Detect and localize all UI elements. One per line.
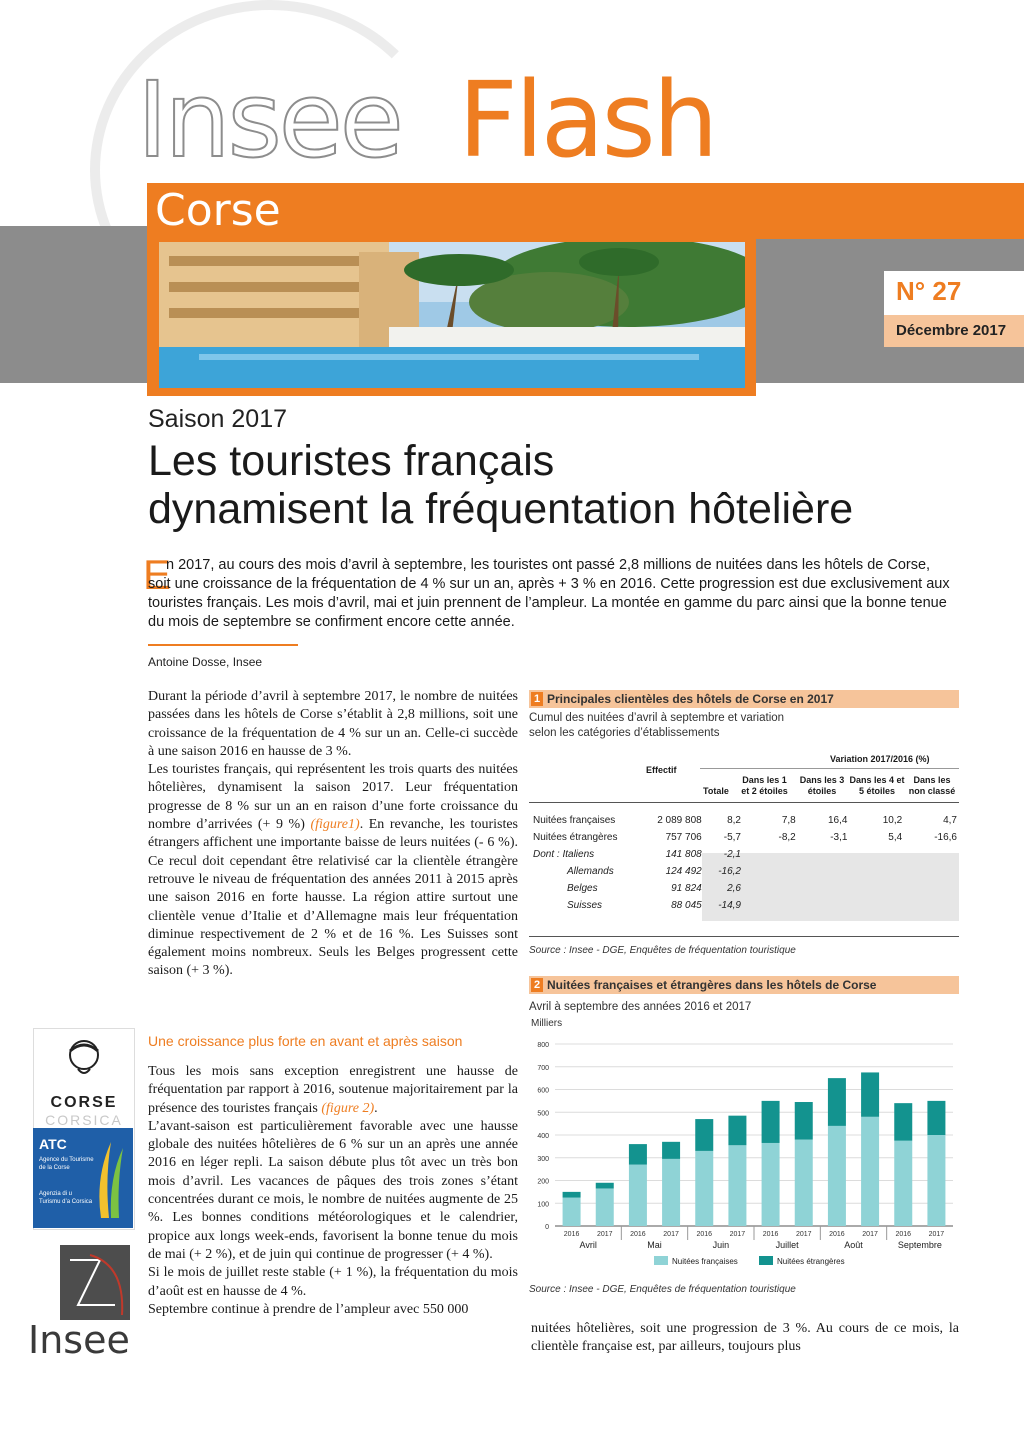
col-variation-header: Variation 2017/2016 (%) — [830, 754, 930, 764]
x-tick-label: 2016 — [630, 1231, 646, 1238]
x-tick-label: 2016 — [829, 1231, 845, 1238]
bar-etrangeres — [563, 1192, 581, 1198]
cell-effectif: 141 808 — [665, 849, 702, 860]
x-tick-label: 2017 — [928, 1231, 945, 1238]
moor-head-icon — [34, 1029, 134, 1089]
row-label: Belges — [567, 883, 598, 894]
bar-francaises — [695, 1151, 713, 1226]
table-rule-bottom — [529, 936, 959, 937]
bar-etrangeres — [861, 1072, 879, 1116]
title-line-1: Les touristes français — [148, 437, 555, 485]
row-label: Suisses — [567, 900, 603, 911]
atc-logo — [33, 1128, 133, 1228]
paragraph: Si le mois de juillet reste stable (+ 1 %), la fréquentation du mois d’août est en hausse de 4 %. — [148, 1265, 518, 1299]
y-tick-label: 500 — [537, 1110, 549, 1118]
paragraph: L’avant-saison est particulièrement favorable avec une hausse globale des nuitées hôtelières de 6 % sur un an après une année 2016 en léger repli. La saison débute plus tôt avec un très bon mois d’avril. Les vacances de pâques des trois zones s’étant concentrées durant ce mois, le nombre de nuitées augmente de 25 %. Les bonnes conditions météorologiques et le calendrier, propice aux longs week-ends, favorisent la bonne tenue du mois de mai (+ 2 %), et de juin qui continue de progresser (+ 4 %). — [148, 1118, 518, 1262]
cell-total: 2,6 — [727, 883, 741, 894]
x-tick-label: 2016 — [696, 1231, 713, 1238]
table-row — [529, 897, 961, 914]
figure1-number: 1 — [531, 692, 543, 706]
figure1-header — [529, 690, 959, 708]
x-group-label: Août — [844, 1240, 863, 1250]
bar-etrangeres — [728, 1116, 746, 1146]
x-tick-label: 2017 — [862, 1231, 878, 1238]
lead-initial: E — [143, 551, 172, 598]
cell-effectif: 91 824 — [671, 883, 702, 894]
legend-label: Nuitées étrangères — [777, 1257, 845, 1266]
x-tick-label: 2017 — [596, 1231, 613, 1238]
cell-c4: -16,6 — [934, 832, 957, 843]
issue-number: N° 27 — [896, 276, 962, 306]
legend-swatch-etrangeres — [759, 1256, 773, 1265]
row-label: Nuitées françaises — [533, 815, 616, 826]
section-heading: Une croissance plus forte en avant et après saison — [148, 1033, 463, 1049]
figure2-chart — [529, 1036, 959, 1280]
row-label: Allemands — [567, 866, 614, 877]
bar-etrangeres — [762, 1101, 780, 1143]
body-column-2-continued: nuitées hôtelières, soit une progression de 3 %. Au cours de ce mois, la clientèle française est, par ailleurs, toujours plus — [531, 1321, 959, 1355]
legend-swatch-francaises — [654, 1256, 668, 1265]
table-row — [529, 880, 961, 897]
hotel-photo — [159, 242, 745, 388]
figure-link[interactable]: (figure 2) — [321, 1100, 375, 1116]
title-line-2: dynamisent la fréquentation hôtelière — [148, 485, 854, 533]
body-column-1 — [148, 688, 518, 981]
figure1-source: Source : Insee - DGE, Enquêtes de fréquentation touristique — [529, 945, 796, 956]
region-label: Corse — [155, 185, 281, 236]
cell-empty — [745, 880, 961, 897]
cell-c1: -8,2 — [778, 832, 796, 843]
bar-etrangeres — [662, 1142, 680, 1159]
brand-insee: Insee — [137, 59, 401, 181]
figure1-title: Principales clientèles des hôtels de Corse en 2017 — [547, 692, 834, 706]
figure-link[interactable]: (figure1) — [310, 817, 360, 833]
x-tick-label: 2017 — [729, 1231, 746, 1238]
row-label — [529, 846, 641, 863]
col-total-header: Totale — [703, 786, 729, 796]
body-column-1b — [148, 1063, 518, 1319]
figure2-header — [529, 976, 959, 994]
figure2-number: 2 — [531, 978, 543, 992]
cell-total: -2,1 — [723, 849, 741, 860]
text: . En revanche, les touristes étrangers affichent une importante baisse de leurs nuitées (- 6 %). Ce recul doit cependant être relativisé car la clientèle étrangère retrouve le niveau de fréquentation des années 2011 à 2015 après une saison 2016 en forte hausse. La région attire surtout une clientèle venue d’Italie et d’Allemagne mais leur fréquentation diminue respectivement de 2 % et de 16 %. Les Suisses sont également moins nombreux. Seuls les Belges progressent cette saison (+ 3 %). — [148, 817, 518, 979]
cell-effectif: 124 492 — [665, 866, 702, 877]
bar-etrangeres — [795, 1102, 813, 1140]
y-tick-label: 700 — [537, 1064, 549, 1072]
cell-c3: 10,2 — [882, 815, 903, 826]
insee-logo-mark — [60, 1245, 130, 1320]
bar-etrangeres — [828, 1078, 846, 1126]
paragraph: Septembre continue à prendre de l’ampleur avec 550 000 — [148, 1301, 469, 1317]
bar-francaises — [629, 1165, 647, 1226]
logo-corsica-text: CORSICA — [45, 1112, 123, 1128]
table-row — [529, 829, 961, 846]
y-tick-label: 200 — [537, 1178, 549, 1186]
figure2-source: Source : Insee - DGE, Enquêtes de fréquentation touristique — [529, 1284, 796, 1295]
page-title — [148, 437, 908, 533]
y-tick-label: 100 — [537, 1201, 549, 1209]
figure2-subtitle: Avril à septembre des années 2016 et 2017 — [529, 1001, 752, 1013]
table-rule-top — [529, 802, 959, 803]
x-tick-label: 2017 — [663, 1231, 679, 1238]
logo-corse-text: CORSE — [50, 1094, 118, 1111]
y-tick-label: 300 — [537, 1155, 549, 1163]
cell-effectif: 757 706 — [665, 832, 702, 843]
col-effectif-header: Effectif — [646, 765, 677, 775]
y-tick-label: 0 — [545, 1224, 549, 1231]
col-c4-header: Dans les non classé — [908, 775, 956, 796]
row-label: Nuitées étrangères — [533, 832, 618, 843]
table-row — [529, 812, 961, 829]
subtitle-line: selon les catégories d’établissements — [529, 727, 720, 739]
figure1-table — [529, 812, 961, 914]
cell-c2: 16,4 — [827, 815, 848, 826]
bar-francaises — [795, 1140, 813, 1226]
row-label-text: Italiens — [562, 849, 595, 860]
insee-logo-text: Insee — [28, 1318, 130, 1362]
y-axis-unit: Milliers — [531, 1018, 563, 1029]
cell-effectif: 88 045 — [671, 900, 702, 911]
y-tick-label: 800 — [537, 1042, 549, 1049]
bar-etrangeres — [596, 1183, 614, 1189]
atc-text-2: Agenzia di u Turismu d’a Corsica — [39, 1191, 93, 1205]
cell-total: 8,2 — [727, 815, 741, 826]
x-group-label: Septembre — [897, 1240, 942, 1250]
legend-label: Nuitées françaises — [672, 1257, 738, 1266]
subtitle-line: Cumul des nuitées d’avril à septembre et variation — [529, 712, 785, 724]
bar-francaises — [828, 1126, 846, 1226]
y-tick-label: 400 — [537, 1133, 549, 1140]
atc-label: ATC — [39, 1136, 67, 1152]
kicker: Saison 2017 — [148, 405, 288, 433]
bar-francaises — [861, 1117, 879, 1226]
x-group-label: Juillet — [775, 1240, 799, 1250]
bar-etrangeres — [695, 1119, 713, 1151]
table-row — [529, 863, 961, 880]
x-tick-label: 2016 — [563, 1231, 580, 1238]
bar-francaises — [728, 1145, 746, 1226]
bar-francaises — [596, 1188, 614, 1226]
lead-paragraph: n 2017, au cours des mois d’avril à septembre, les touristes ont passé 2,8 millions de nuitées dans les hôtels de Corse, soit une croissance de la fréquentation de 4 % sur un an, après + 3 % en 2016. Cette progression est due exclusivement aux touristes français. Les mois d’avril, mai et juin prennent de l’ampleur. La montée en gamme du parc ainsi que la bonne tenue du mois de septembre se confirment encore cette année. — [148, 557, 950, 630]
paragraph — [148, 761, 518, 981]
col-c2-header: Dans les 3 étoiles — [799, 775, 845, 796]
cell-effectif: 2 089 808 — [657, 815, 702, 826]
bar-etrangeres — [894, 1103, 912, 1141]
cell-c2: -3,1 — [830, 832, 848, 843]
bar-francaises — [894, 1141, 912, 1226]
insee-swoosh-icon — [60, 1245, 130, 1320]
col-c3-header: Dans les 4 et 5 étoiles — [849, 775, 905, 796]
flame-icon — [95, 1138, 129, 1222]
x-tick-label: 2016 — [762, 1231, 779, 1238]
bar-francaises — [927, 1135, 945, 1226]
cell-total: -5,7 — [723, 832, 741, 843]
paragraph — [148, 1063, 518, 1118]
x-group-label: Juin — [712, 1240, 730, 1250]
cell-total: -14,9 — [718, 900, 741, 911]
text: Tous les mois sans exception enregistrent une hausse de fréquentation par rapport à 2016, soutenue majoritairement par la présence des touristes français — [148, 1064, 518, 1116]
x-tick-label: 2017 — [795, 1231, 812, 1238]
paragraph: Durant la période d’avril à septembre 2017, le nombre de nuitées passées dans les hôtels de Corse s’établit à 2,8 millions, soit une croissance de la fréquentation de 4 % sur un an. Celle-ci succède à une saison 2016 en hausse de 3 %. — [148, 689, 518, 759]
cell-c4: 4,7 — [943, 815, 957, 826]
cell-c1: 7,8 — [781, 815, 796, 826]
cell-empty — [745, 846, 961, 863]
bar-francaises — [762, 1143, 780, 1226]
cell-c3: 5,4 — [888, 832, 903, 843]
figure2-title: Nuitées françaises et étrangères dans les hôtels de Corse — [547, 978, 877, 992]
cell-empty — [745, 863, 961, 880]
x-group-label: Avril — [579, 1240, 597, 1250]
y-tick-label: 600 — [537, 1087, 549, 1095]
figure1-subtitle — [529, 711, 784, 741]
text: Les touristes français, qui représentent les trois quarts des nuitées hôtelières, dynamisent la saison 2017. Leur fréquentation progresse de 8 % sur un an en raison d’une forte croissance du nombre d’arrivées (+ 9 %) — [148, 762, 518, 833]
cell-empty — [745, 897, 961, 914]
col-c1-header: Dans les 1 et 2 étoiles — [741, 775, 788, 796]
bar-etrangeres — [927, 1101, 945, 1135]
atc-text-1: Agence du Tourisme de la Corse — [39, 1157, 94, 1171]
author-rule — [148, 644, 298, 646]
x-tick-label: 2016 — [895, 1231, 912, 1238]
variation-rule — [700, 768, 959, 769]
x-group-label: Mai — [647, 1240, 662, 1250]
author: Antoine Dosse, Insee — [148, 655, 263, 669]
bar-francaises — [662, 1159, 680, 1226]
row-prefix: Dont : — [533, 849, 560, 860]
bar-etrangeres — [629, 1144, 647, 1164]
brand-flash: Flash — [458, 59, 716, 181]
issue-date: Décembre 2017 — [896, 322, 1007, 339]
table-row — [529, 846, 961, 863]
bar-francaises — [563, 1198, 581, 1226]
cell-total: -16,2 — [718, 866, 741, 877]
text: . — [374, 1100, 378, 1116]
